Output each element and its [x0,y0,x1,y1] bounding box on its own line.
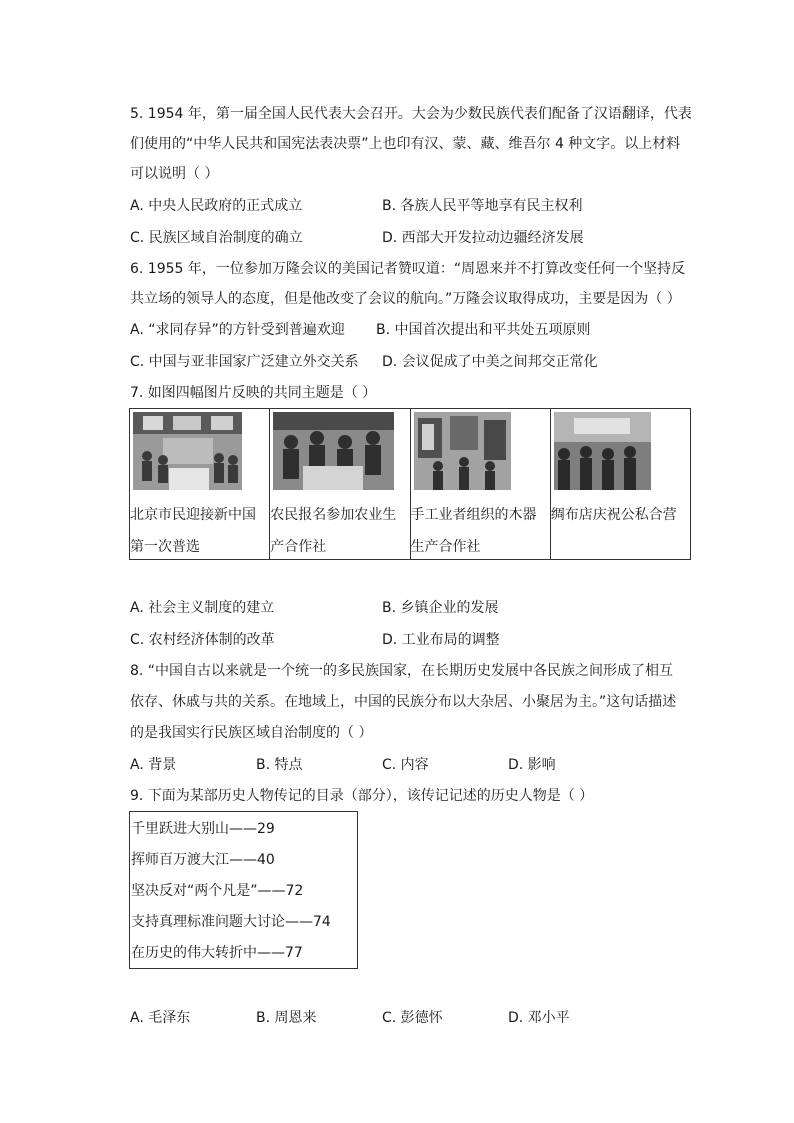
q7-photo-table [129,408,691,560]
q6-option-d[interactable]: D. 会议促成了中美之间邦交正常化 [382,354,598,370]
q7-photo-cooperative-signup [273,412,394,490]
q9-toc-item-2: 挥师百万渡大江——40 [131,852,275,868]
q7-caption-4: 绸布店庆祝公私合营 [550,507,677,523]
q8-option-a[interactable]: A. 背景 [130,757,177,773]
q6-option-a[interactable]: A. “求同存异”的方针受到普遍欢迎 [130,322,345,338]
q5-option-d[interactable]: D. 西部大开发拉动边疆经济发展 [382,230,584,246]
q6-option-b[interactable]: B. 中国首次提出和平共处五项原则 [376,322,591,338]
q7-cell-2 [270,409,410,559]
q7-option-c[interactable]: C. 农村经济体制的改革 [130,632,275,648]
q7-option-d[interactable]: D. 工业布局的调整 [382,632,500,648]
q8-option-b[interactable]: B. 特点 [256,757,303,773]
q5-option-c[interactable]: C. 民族区域自治制度的确立 [130,230,303,246]
q9-toc-item-4: 支持真理标准问题大讨论——74 [131,914,331,930]
q9-option-b[interactable]: B. 周恩来 [256,1010,317,1026]
q9-option-a[interactable]: A. 毛泽东 [130,1010,191,1026]
q7-photo-public-private-joint [554,412,651,490]
q9-option-d[interactable]: D. 邓小平 [508,1010,570,1026]
q7-cell-1 [130,409,270,559]
q7-caption-3: 手工业者组织的木器生产合作社 [410,507,537,555]
q9-stem: 9. 下面为某部历史人物传记的目录（部分），该传记记述的历史人物是（ ） [130,788,594,804]
q8-stem-line-1: 8. “中国自古以来就是一个统一的多民族国家，在长期历史发展中各民族之间形成了相互 [130,663,674,679]
q8-stem-line-3: 的是我国实行民族区域自治制度的（ ） [130,725,373,741]
q9-option-c[interactable]: C. 彭德怀 [382,1010,443,1026]
q6-stem-line-2: 共立场的领导人的态度，但是他改变了会议的航向。”万隆会议取得成功，主要是因为（ ） [130,291,681,307]
q5-stem-line-3: 可以说明（ ） [130,166,219,182]
q7-caption-2: 农民报名参加农业生产合作社 [270,507,397,555]
q7-cell-3 [411,409,551,559]
q7-cell-4 [551,409,690,559]
q7-option-a[interactable]: A. 社会主义制度的建立 [130,600,275,616]
q8-option-c[interactable]: C. 内容 [382,757,429,773]
q6-option-c[interactable]: C. 中国与亚非国家广泛建立外交关系 [130,354,359,370]
q7-photo-election [133,412,242,490]
q7-caption-1: 北京市民迎接新中国第一次普选 [130,507,256,555]
q5-option-b[interactable]: B. 各族人民平等地享有民主权利 [382,198,583,214]
q9-toc-item-1: 千里跃进大别山——29 [131,821,275,837]
q5-stem-line-1: 5. 1954 年，第一届全国人民代表大会召开。大会为少数民族代表们配备了汉语翻译，代表 [130,106,692,122]
q8-stem-line-2: 依存、休戚与共的关系。在地域上，中国的民族分布以大杂居、小聚居为主。”这句话描述 [130,694,677,710]
q5-stem-line-2: 们使用的“中华人民共和国宪法表决票”上也印有汉、蒙、藏、维吾尔 4 种文字。以上材料 [130,136,681,152]
q9-toc-item-3: 坚决反对“两个凡是”——72 [131,883,304,899]
q8-option-d[interactable]: D. 影响 [508,757,556,773]
q6-stem-line-1: 6. 1955 年，一位参加万隆会议的美国记者赞叹道：“周恩来并不打算改变任何一个坚持反 [130,261,686,277]
q5-option-a[interactable]: A. 中央人民政府的正式成立 [130,198,303,214]
q7-photo-handicraft-cooperative [414,412,511,490]
q7-stem: 7. 如图四幅图片反映的共同主题是（ ） [130,385,377,401]
q9-toc-item-5: 在历史的伟大转折中——77 [131,945,303,961]
q7-option-b[interactable]: B. 乡镇企业的发展 [382,600,499,616]
q9-toc-box [129,811,358,969]
